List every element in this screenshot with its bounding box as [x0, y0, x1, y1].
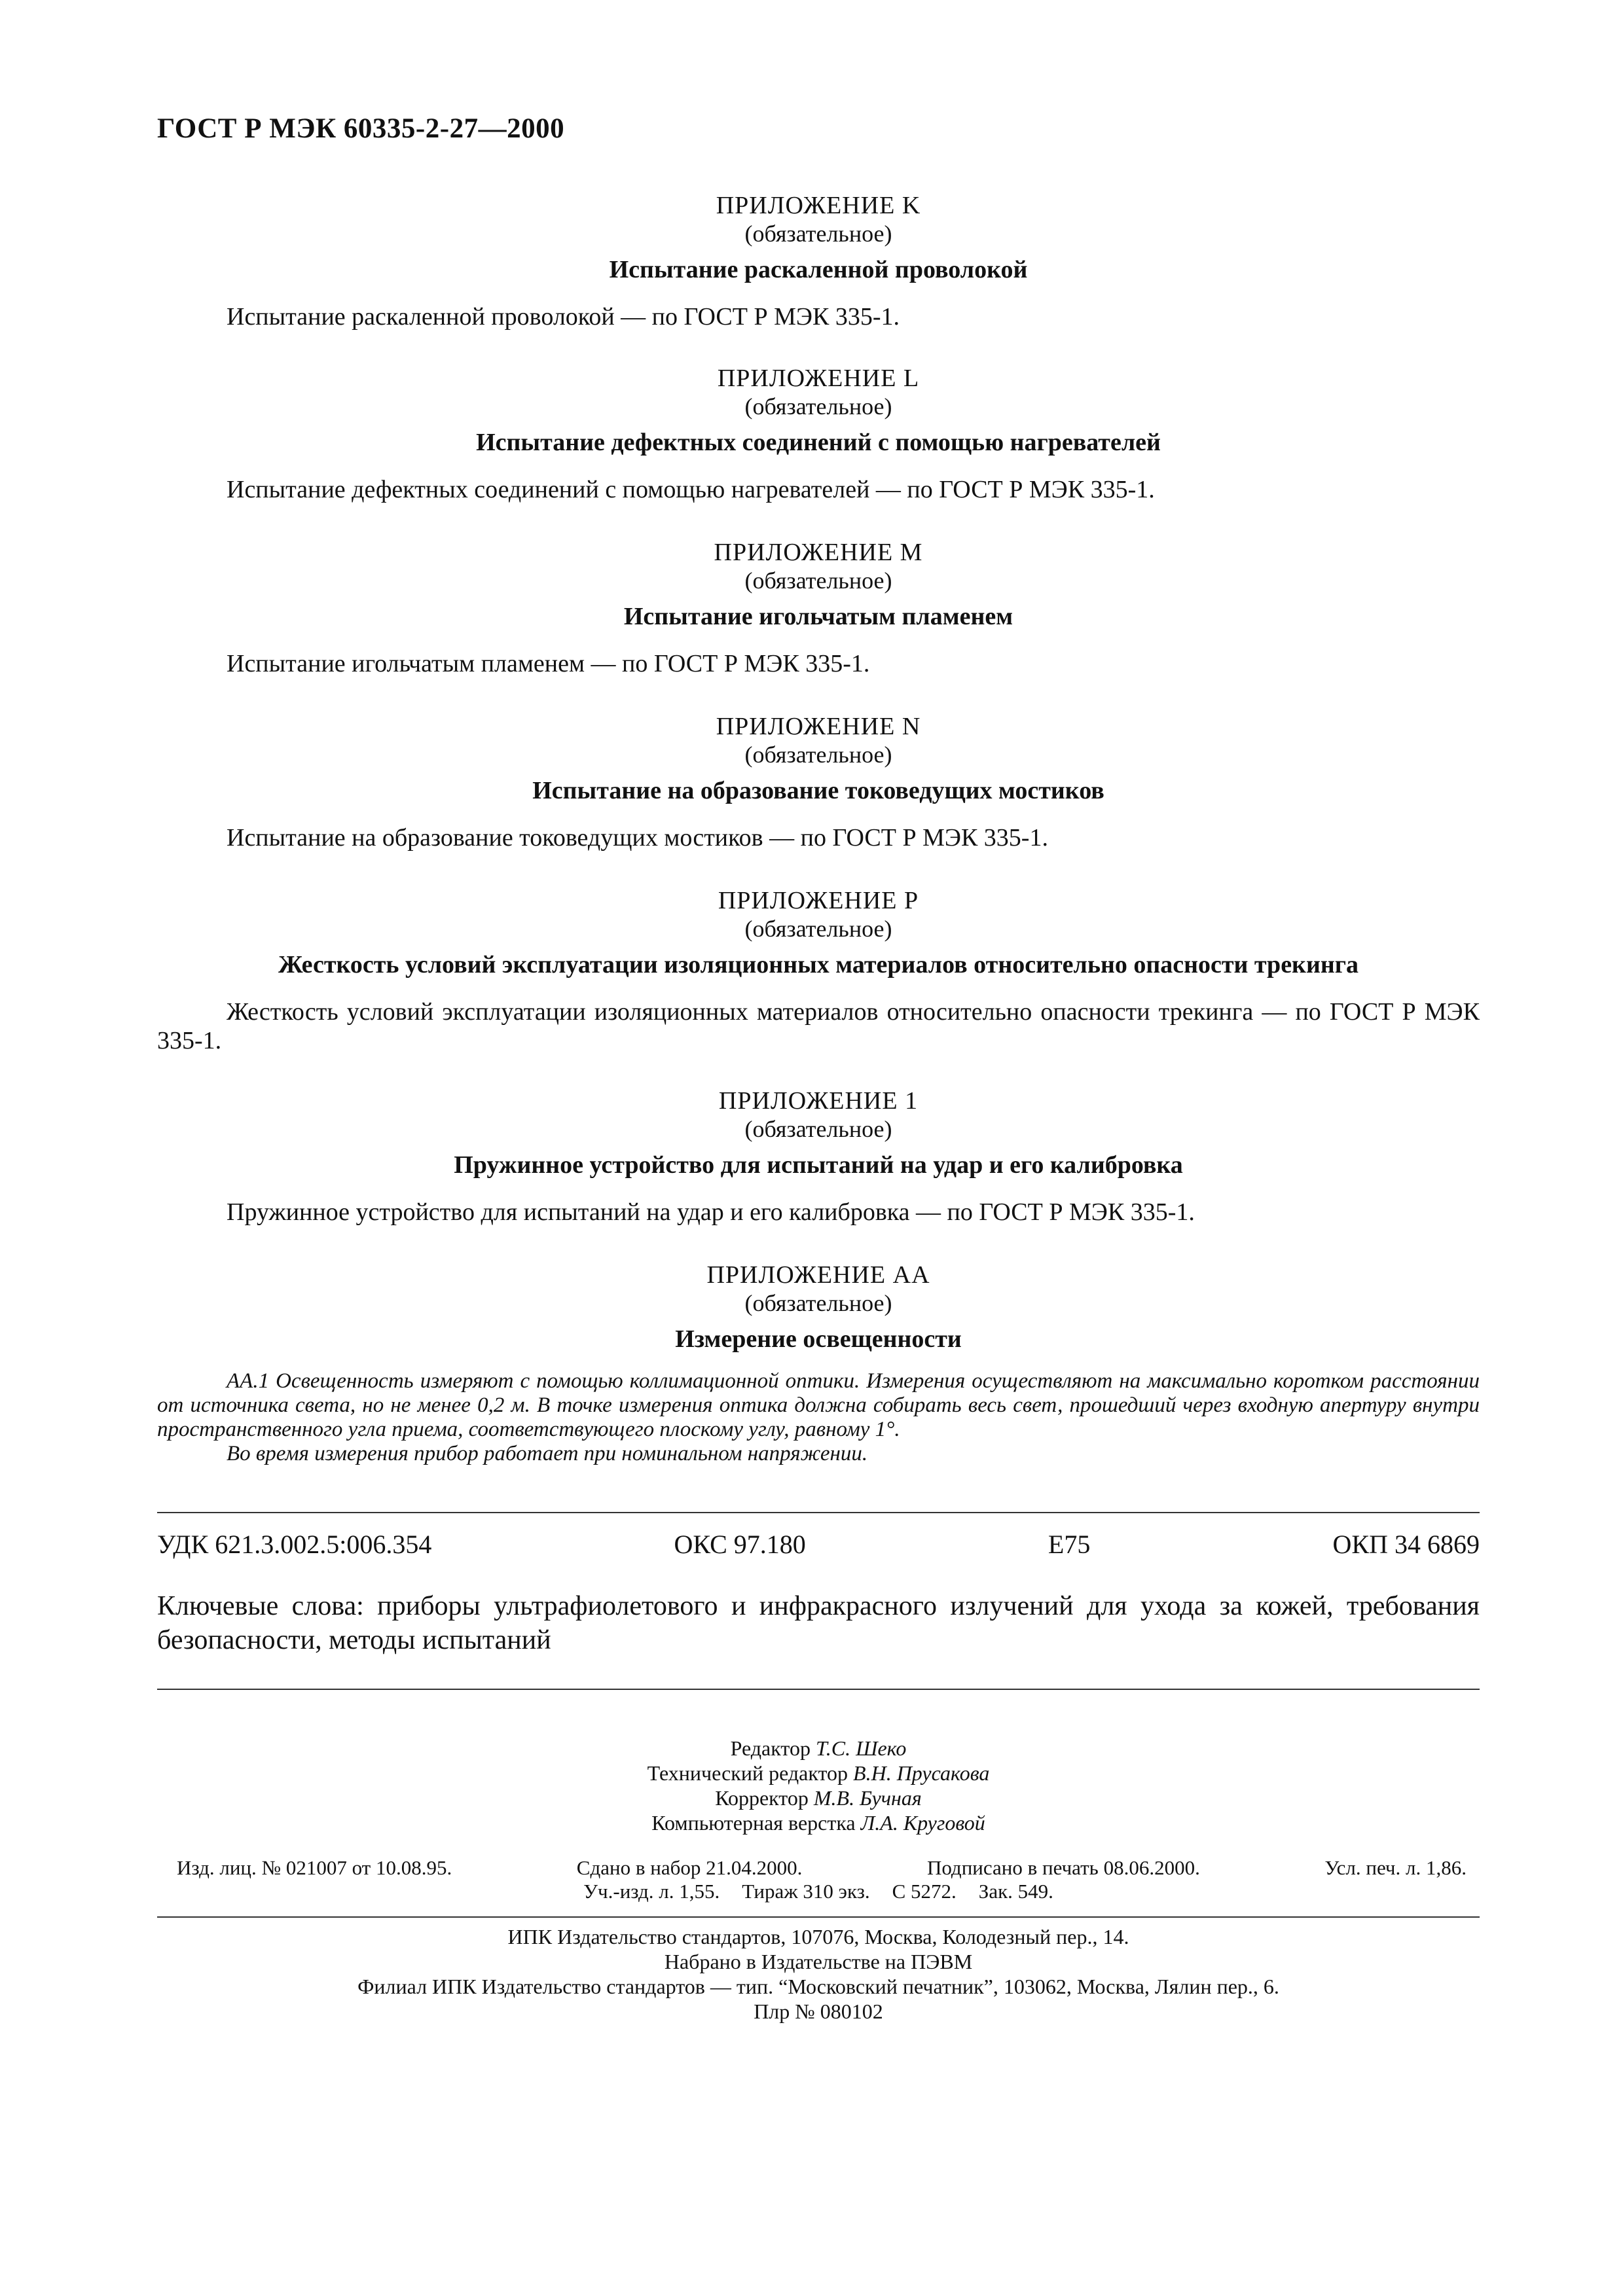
publisher-line-1: ИПК Издательство стандартов, 107076, Москва, Колодезный пер., 14.	[507, 1925, 1129, 1948]
annex-status: (обязательное)	[744, 916, 892, 942]
annex-status: (обязательное)	[744, 1116, 892, 1142]
annex-title: ПРИЛОЖЕНИЕ AA	[706, 1261, 930, 1289]
divider-bottom	[157, 1916, 1480, 1918]
annex-aa-body	[157, 1369, 1480, 1466]
annex-status: (обязательное)	[744, 1290, 892, 1316]
standard-code: ГОСТ Р МЭК 60335-2-27—2000	[157, 113, 565, 144]
annex-title: ПРИЛОЖЕНИЕ P	[718, 887, 919, 914]
print-sheets: Усл. печ. л. 1,86.	[1324, 1856, 1467, 1879]
keywords: Ключевые слова: приборы ультрафиолетового и инфракрасного излучений для ухода за кожей, требования безопасности, методы испытаний	[157, 1591, 1480, 1655]
classification-codes	[157, 1529, 1480, 1560]
annex-title: ПРИЛОЖЕНИЕ N	[716, 713, 921, 740]
divider-top	[157, 1512, 1480, 1513]
annex-text: Испытание игольчатым пламенем — по ГОСТ Р МЭК 335-1.	[227, 650, 870, 677]
credit-tech-editor	[157, 1761, 1480, 1785]
credit-label: Редактор	[730, 1736, 811, 1760]
publisher-line-2: Набрано в Издательстве на ПЭВМ	[664, 1950, 973, 1973]
order-number: Зак. 549.	[978, 1880, 1053, 1903]
okp-code: ОКП 34 6869	[1332, 1530, 1480, 1559]
signed-date: Подписано в печать 08.06.2000.	[926, 1856, 1200, 1879]
credit-name: Т.С. Шеко	[815, 1736, 907, 1760]
annex-status: (обязательное)	[744, 742, 892, 768]
annex-title: ПРИЛОЖЕНИЕ M	[714, 539, 923, 566]
annex-heading: Испытание дефектных соединений с помощью нагревателей	[476, 429, 1161, 456]
annex-1	[157, 1086, 1480, 1227]
publication-info-row-1	[157, 1856, 1480, 1880]
annex-heading: Измерение освещенности	[675, 1325, 962, 1353]
annex-status: (обязательное)	[744, 393, 892, 420]
annex-k	[157, 191, 1480, 331]
credit-label: Компьютерная верстка	[651, 1811, 856, 1835]
credit-editor	[157, 1736, 1480, 1761]
annex-title: ПРИЛОЖЕНИЕ K	[716, 192, 921, 219]
credit-corrector	[157, 1785, 1480, 1810]
document-page	[157, 0, 1480, 2296]
annex-m	[157, 538, 1480, 678]
credit-name: Л.А. Круговой	[860, 1811, 985, 1835]
credit-name: В.Н. Прусакова	[853, 1761, 990, 1785]
license-number: Изд. лиц. № 021007 от 10.08.95.	[177, 1856, 452, 1879]
publication-info-row-2	[157, 1880, 1480, 1903]
credits	[157, 1736, 1480, 1835]
c-number: С 5272.	[892, 1880, 957, 1903]
annex-status: (обязательное)	[744, 221, 892, 247]
annex-text: Пружинное устройство для испытаний на удар и его калибровка — по ГОСТ Р МЭК 335-1.	[227, 1198, 1195, 1226]
annex-aa-paragraph-1: АА.1 Освещенность измеряют с помощью коллимационной оптики. Измерения осуществляют на максимально коротком расстоянии от источника света, но не менее 0,2 м. В точке измерения оптика должна собирать весь свет, прошедший через входную апертуру внутри пространственного угла приема, соответствующего плоскому углу, равному 1°.	[157, 1369, 1480, 1441]
annex-n	[157, 712, 1480, 852]
circulation: Тираж 310 экз.	[742, 1880, 870, 1903]
credit-label: Корректор	[715, 1786, 809, 1810]
annex-title: ПРИЛОЖЕНИЕ L	[717, 365, 920, 392]
credit-label: Технический редактор	[647, 1761, 848, 1785]
annex-heading: Испытание раскаленной проволокой	[609, 256, 1028, 283]
e-code: Е75	[1048, 1530, 1091, 1559]
publication-info	[157, 1856, 1480, 1903]
annex-status: (обязательное)	[744, 567, 892, 594]
annex-text: Жесткость условий эксплуатации изоляционных материалов относительно опасности трекинга — по ГОСТ Р МЭК 335-1.	[157, 998, 1480, 1054]
annex-aa-paragraph-2: Во время измерения прибор работает при номинальном напряжении.	[227, 1442, 868, 1465]
annex-text: Испытание дефектных соединений с помощью нагревателей — по ГОСТ Р МЭК 335-1.	[227, 476, 1155, 503]
publisher-info	[157, 1924, 1480, 2024]
annex-text: Испытание на образование токоведущих мостиков — по ГОСТ Р МЭК 335-1.	[227, 824, 1048, 852]
annex-aa	[157, 1261, 1480, 1466]
credit-name: М.В. Бучная	[813, 1786, 922, 1810]
publisher-line-3: Филиал ИПК Издательство стандартов — тип. “Московский печатник”, 103062, Москва, Лялин пер., 6.	[357, 1975, 1279, 1998]
annex-p	[157, 886, 1480, 1055]
credit-layout	[157, 1810, 1480, 1835]
pub-sheets: Уч.-изд. л. 1,55.	[583, 1880, 720, 1903]
annex-heading: Испытание на образование токоведущих мостиков	[532, 777, 1104, 804]
publisher-line-4: Плр № 080102	[754, 2000, 883, 2023]
annex-text: Испытание раскаленной проволокой — по ГОСТ Р МЭК 335-1.	[227, 303, 900, 331]
annex-title: ПРИЛОЖЕНИЕ 1	[718, 1087, 919, 1115]
submitted-date: Сдано в набор 21.04.2000.	[576, 1856, 803, 1879]
divider-middle	[157, 1689, 1480, 1690]
annex-l	[157, 364, 1480, 504]
annex-heading: Пружинное устройство для испытаний на удар и его калибровка	[454, 1151, 1183, 1179]
udk-code: УДК 621.3.002.5:006.354	[157, 1530, 432, 1559]
annex-heading: Испытание игольчатым пламенем	[623, 603, 1013, 630]
oks-code: ОКС 97.180	[674, 1530, 806, 1559]
annex-heading: Жесткость условий эксплуатации изоляционных материалов относительно опасности трекинга	[278, 951, 1359, 978]
